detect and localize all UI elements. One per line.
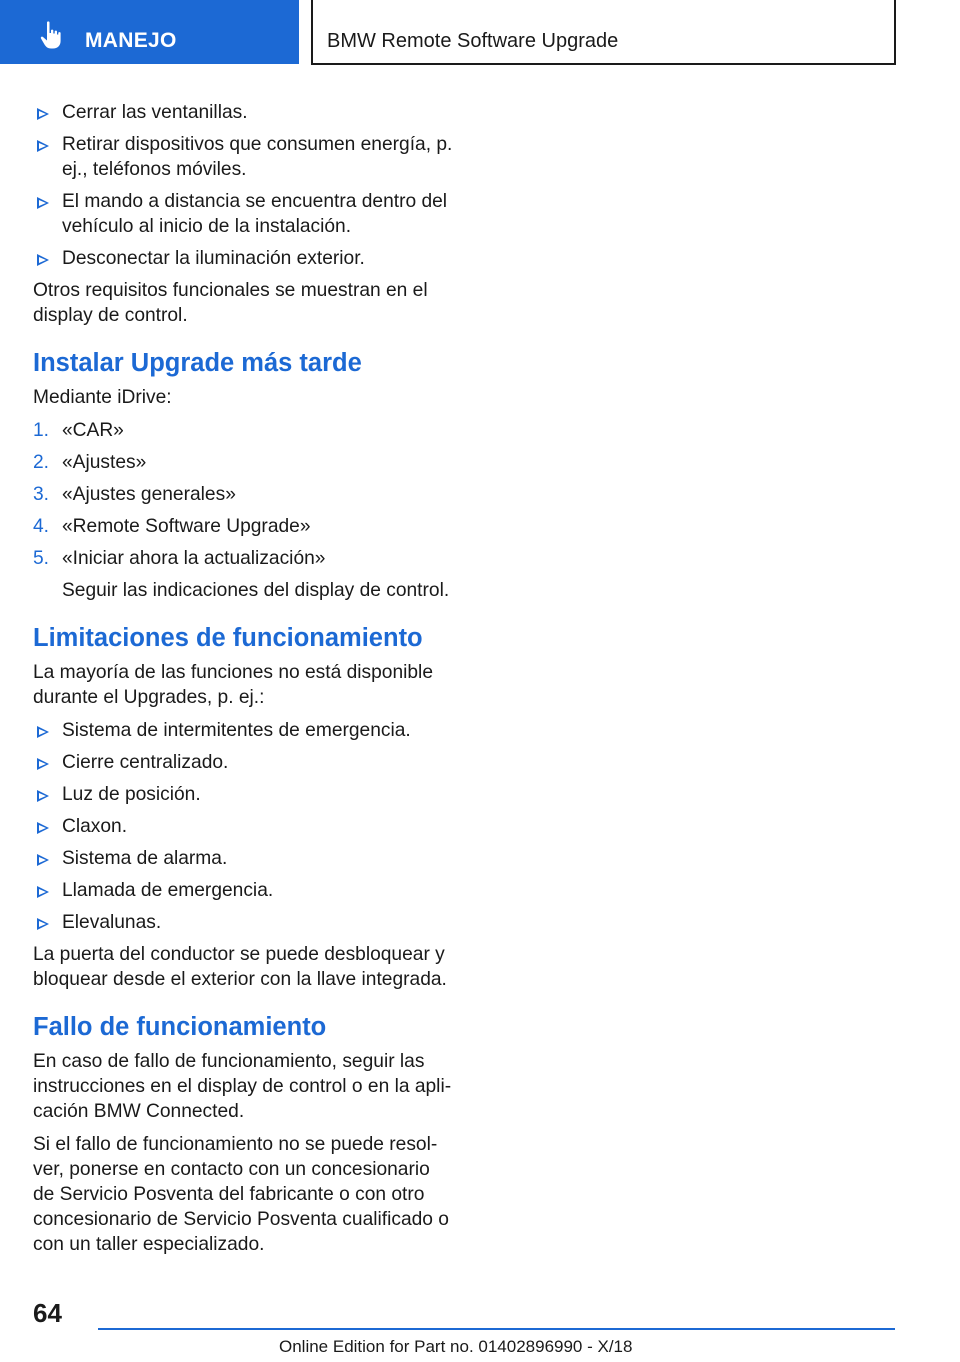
heading-limitations: Limitaciones de funcionamiento — [33, 624, 423, 652]
intro-paragraph: Otros requisitos funcionales se muestran en el display de control. — [33, 280, 428, 326]
step-item: 2. «Ajustes» — [33, 452, 147, 473]
list-item: Cerrar las ventanillas. — [33, 100, 453, 125]
footer-edition: Online Edition for Part no. 01402896990 - X/18 — [279, 1337, 633, 1356]
header-divider-left — [311, 0, 313, 64]
triangle-bullet-icon — [37, 790, 49, 802]
step-note: Seguir las indicaciones del display de control. — [62, 580, 450, 601]
triangle-bullet-icon — [37, 854, 49, 866]
list-item: Elevalunas. — [33, 910, 453, 935]
step-number: 3. — [33, 484, 50, 505]
page-number: 64 — [33, 1298, 62, 1328]
page-content — [33, 100, 453, 1265]
heading-malfunction: Fallo de funcionamiento — [33, 1013, 327, 1041]
triangle-bullet-icon — [37, 726, 49, 738]
header-divider-right — [894, 0, 896, 64]
step-number: 5. — [33, 548, 50, 569]
malfunction-paragraph-2: Si el fallo de funcionamiento no se puede resolver, ponerse en contacto con un concesionario de Servicio Posventa del fabricante o con otro concesionario de Servicio Posventa cualificado o con un taller especializado. — [33, 1134, 449, 1255]
limitations-lead: La mayoría de las funciones no está disponible durante el Upgrades, p. ej.: — [33, 662, 433, 708]
triangle-bullet-icon — [37, 886, 49, 898]
list-item: Sistema de intermitentes de emergencia. — [33, 718, 453, 743]
malfunction-paragraph-1: En caso de fallo de funcionamiento, seguir las instrucciones en el display de control o en la aplicación BMW Connected. — [33, 1051, 452, 1122]
step-item: 1. «CAR» — [33, 420, 124, 441]
triangle-bullet-icon — [37, 108, 49, 120]
list-item: Llamada de emergencia. — [33, 878, 453, 903]
step-number: 1. — [33, 420, 50, 441]
heading-install-later: Instalar Upgrade más tarde — [33, 349, 362, 377]
limitations-closing: La puerta del conductor se puede desbloquear y bloquear desde el exterior con la llave integrada. — [33, 944, 447, 990]
footer-divider — [98, 1328, 895, 1330]
list-item: Sistema de alarma. — [33, 846, 453, 871]
list-item: Cierre centralizado. — [33, 750, 453, 775]
step-item: 4. «Remote Software Upgrade» — [33, 516, 311, 537]
step-item: 5. «Iniciar ahora la actualización» — [33, 548, 326, 569]
step-number: 2. — [33, 452, 50, 473]
step-number: 4. — [33, 516, 50, 537]
triangle-bullet-icon — [37, 822, 49, 834]
triangle-bullet-icon — [37, 758, 49, 770]
header-section-label: MANEJO — [85, 29, 177, 52]
triangle-bullet-icon — [37, 197, 49, 209]
list-item: El mando a distancia se encuentra dentro del vehículo al inicio de la instalación. — [33, 189, 453, 239]
list-item: Luz de posición. — [33, 782, 453, 807]
header-section-tab — [0, 0, 299, 64]
list-item: Desconectar la iluminación exterior. — [33, 246, 453, 271]
install-lead: Mediante iDrive: — [33, 387, 172, 408]
triangle-bullet-icon — [37, 918, 49, 930]
header-title: BMW Remote Software Upgrade — [327, 30, 619, 52]
list-item: Retirar dispositivos que consumen energía, p. ej., teléfonos móviles. — [33, 132, 453, 182]
triangle-bullet-icon — [37, 254, 49, 266]
step-item: 3. «Ajustes generales» — [33, 484, 236, 505]
hand-pointer-icon — [38, 20, 66, 50]
list-item: Claxon. — [33, 814, 453, 839]
triangle-bullet-icon — [37, 140, 49, 152]
